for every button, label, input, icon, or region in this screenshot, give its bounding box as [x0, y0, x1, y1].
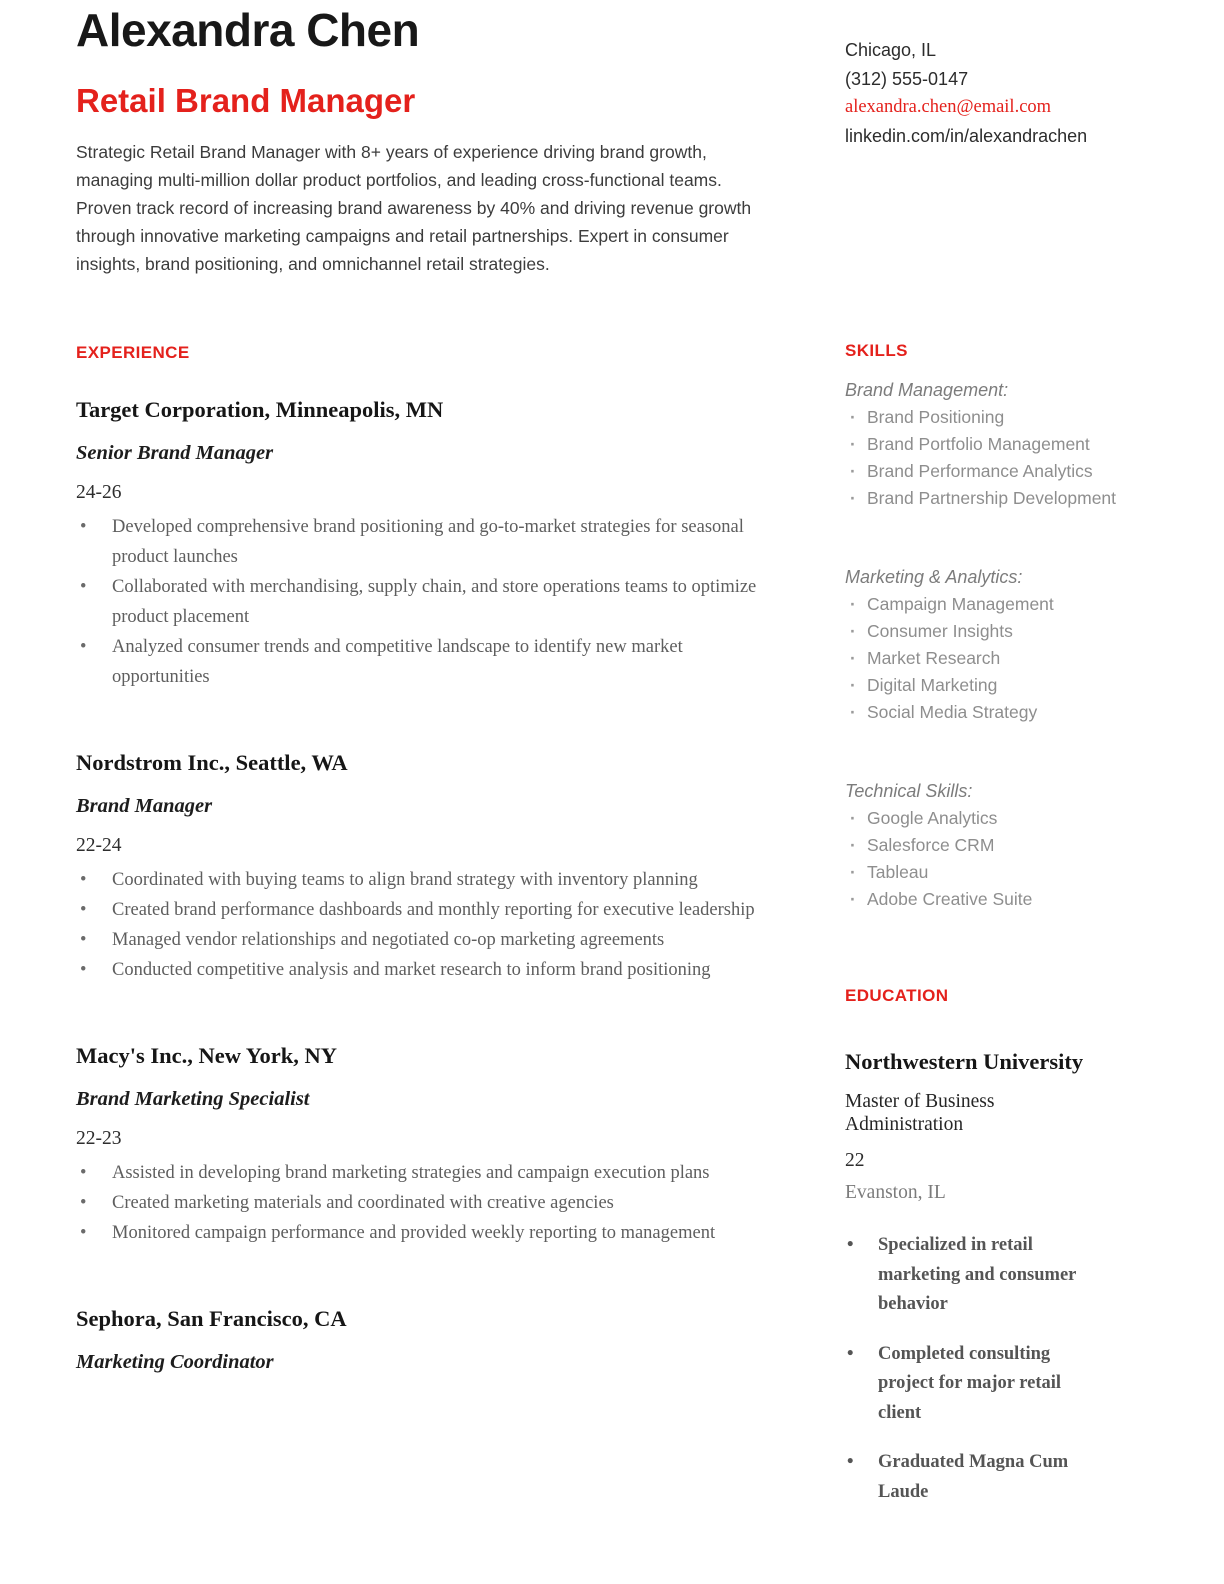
- contact-email-link[interactable]: alexandra.chen@email.com: [845, 97, 1052, 117]
- experience-entry: [76, 747, 781, 985]
- experience-entry: [76, 1303, 781, 1376]
- date-range: 24-26: [76, 482, 122, 503]
- skill-item: · Campaign Management: [845, 591, 1156, 618]
- contact-location: Chicago, IL: [845, 40, 937, 60]
- professional-summary: Strategic Retail Brand Manager with 8+ years of experience driving brand growth, managing multi-million dollar product portfolios, and leading cross-functional teams. Proven track record of increasing brand awareness by 40% and driving revenue growth through innovative marketing campaigns and retail partnerships. Expert in consumer insights, brand positioning, and omnichannel retail strategies.: [76, 142, 752, 274]
- bullet-list: [76, 512, 781, 692]
- job-title: Marketing Coordinator: [76, 1351, 274, 1373]
- skill-item: · Consumer Insights: [845, 618, 1156, 645]
- experience-section-heading: EXPERIENCE: [76, 343, 190, 362]
- skill-item: · Market Research: [845, 645, 1156, 672]
- bullet-item: • Assisted in developing brand marketing strategies and campaign execution plans: [76, 1158, 781, 1188]
- skill-item: · Adobe Creative Suite: [845, 886, 1156, 913]
- contact-phone: (312) 555-0147: [845, 68, 969, 89]
- contact-block: [845, 36, 1156, 150]
- skill-group: [845, 778, 1156, 913]
- education-section-heading: EDUCATION: [845, 986, 949, 1005]
- right-column: [845, 0, 1156, 1584]
- bullet-item: • Created brand performance dashboards and monthly reporting for executive leadership: [76, 895, 781, 925]
- company-name: Target Corporation, Minneapolis, MN: [76, 397, 444, 422]
- skill-group-label: Marketing & Analytics:: [845, 567, 1023, 587]
- skill-item: · Tableau: [845, 859, 1156, 886]
- school-name: Northwestern University: [845, 1049, 1084, 1074]
- bullet-item: • Collaborated with merchandising, supply chain, and store operations teams to optimize product placement: [76, 572, 781, 632]
- skill-group-label: Brand Management:: [845, 380, 1009, 400]
- skill-item: · Brand Performance Analytics: [845, 458, 1156, 485]
- bullet-item: • Managed vendor relationships and negotiated co-op marketing agreements: [76, 925, 781, 955]
- bullet-item: • Developed comprehensive brand positioning and go-to-market strategies for seasonal product launches: [76, 512, 781, 572]
- bullet-item: • Created marketing materials and coordinated with creative agencies: [76, 1188, 781, 1218]
- skill-list: [845, 591, 1156, 726]
- degree-name: Master of Business Administration: [845, 1091, 995, 1135]
- job-title: Brand Marketing Specialist: [76, 1088, 310, 1110]
- bullet-item: • Monitored campaign performance and provided weekly reporting to management: [76, 1218, 781, 1248]
- skills-section-heading: SKILLS: [845, 341, 908, 360]
- skill-group-label: Technical Skills:: [845, 781, 973, 801]
- date-range: 22-23: [76, 1128, 122, 1149]
- experience-entry: [76, 394, 781, 692]
- education-bullet-list: [845, 1231, 1099, 1507]
- skill-item: · Brand Positioning: [845, 404, 1156, 431]
- education-dates: 22: [845, 1150, 865, 1171]
- skill-item: · Brand Portfolio Management: [845, 431, 1156, 458]
- skill-item: · Digital Marketing: [845, 672, 1156, 699]
- person-name: Alexandra Chen: [76, 4, 420, 56]
- education-bullet-item: • Completed consulting project for major retail client: [845, 1340, 1099, 1429]
- skill-group: [845, 564, 1156, 726]
- bullet-list: [76, 1158, 781, 1248]
- bullet-item: • Coordinated with buying teams to align brand strategy with inventory planning: [76, 865, 781, 895]
- education-location: Evanston, IL: [845, 1182, 946, 1203]
- skill-list: [845, 805, 1156, 913]
- job-title: Brand Manager: [76, 795, 213, 817]
- job-headline: Retail Brand Manager: [76, 82, 416, 119]
- skill-group: [845, 377, 1156, 512]
- left-column: [76, 0, 781, 1584]
- education-bullet-item: • Graduated Magna Cum Laude: [845, 1448, 1099, 1507]
- education-bullet-item: • Specialized in retail marketing and consumer behavior: [845, 1231, 1099, 1320]
- skill-item: · Google Analytics: [845, 805, 1156, 832]
- bullet-list: [76, 865, 781, 985]
- job-title: Senior Brand Manager: [76, 442, 274, 464]
- contact-linkedin: linkedin.com/in/alexandrachen: [845, 125, 1088, 146]
- skill-list: [845, 404, 1156, 512]
- date-range: 22-24: [76, 835, 122, 856]
- bullet-item: • Conducted competitive analysis and market research to inform brand positioning: [76, 955, 781, 985]
- skill-item: · Salesforce CRM: [845, 832, 1156, 859]
- education-block: [845, 1047, 1099, 1507]
- company-name: Nordstrom Inc., Seattle, WA: [76, 750, 348, 775]
- experience-entry: [76, 1040, 781, 1248]
- company-name: Macy's Inc., New York, NY: [76, 1043, 338, 1068]
- skill-item: · Social Media Strategy: [845, 699, 1156, 726]
- skill-item: · Brand Partnership Development: [845, 485, 1156, 512]
- company-name: Sephora, San Francisco, CA: [76, 1306, 347, 1331]
- bullet-item: • Analyzed consumer trends and competitive landscape to identify new market opportunities: [76, 632, 781, 692]
